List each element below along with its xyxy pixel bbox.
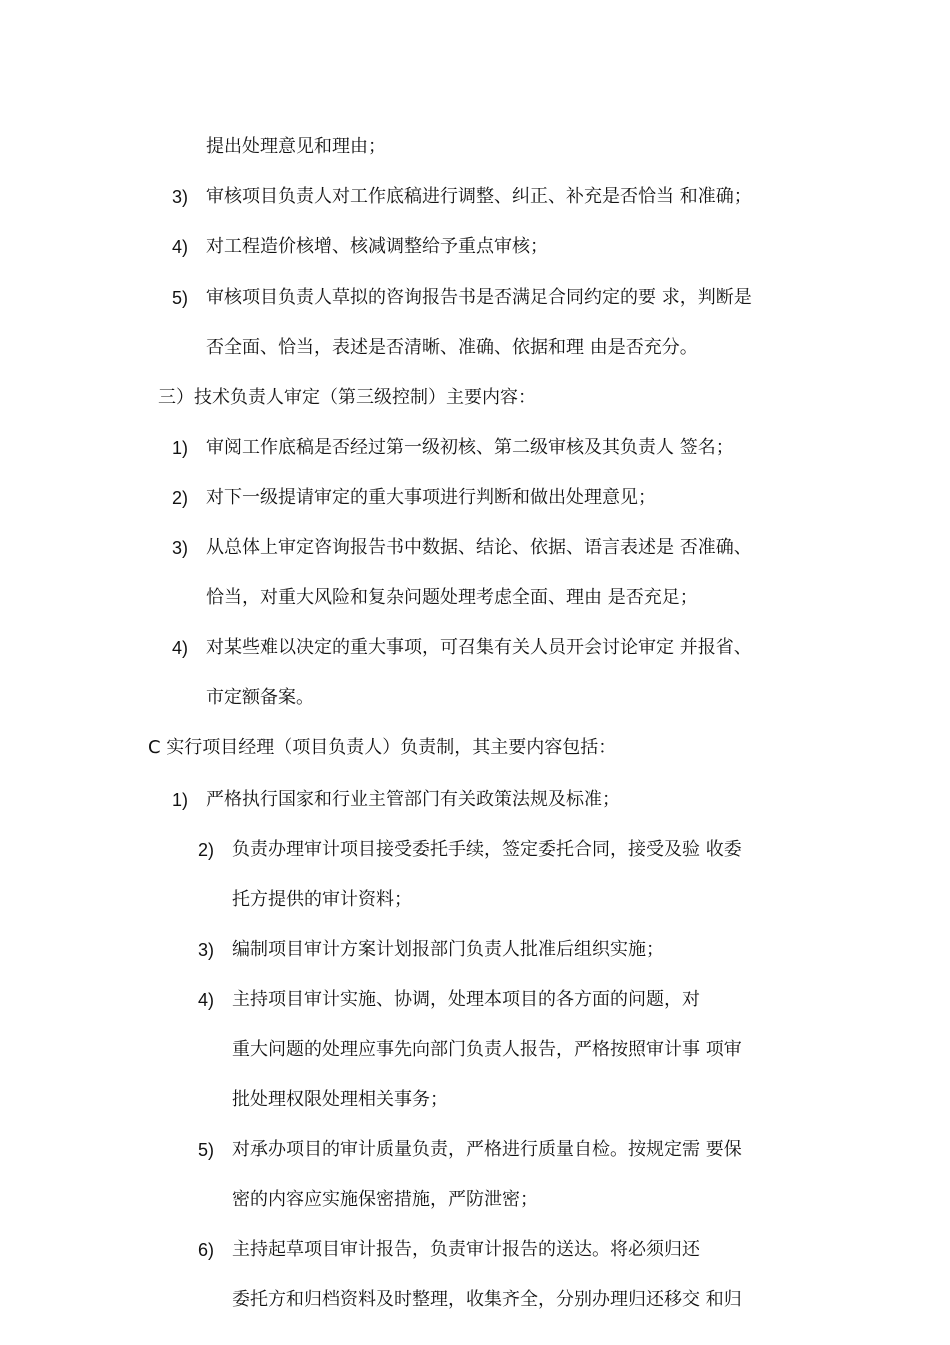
item-number: 5): [172, 288, 189, 308]
text-line: 委托方和归档资料及时整理，收集齐全，分别办理归还移交 和归: [232, 1289, 742, 1310]
item-number: 3): [172, 187, 189, 207]
text-line: 重大问题的处理应事先向部门负责人报告，严格按照审计事 项审: [232, 1039, 742, 1060]
item-number: 2): [172, 488, 189, 508]
text-line: 托方提供的审计资料；: [232, 889, 412, 910]
section-heading: 三）技术负责人审定（第三级控制）主要内容：: [158, 387, 536, 408]
text-line: 否全面、恰当，表述是否清晰、准确、依据和理 由是否充分。: [206, 337, 698, 358]
text-line: 批处理权限处理相关事务；: [232, 1089, 448, 1110]
text-line: 编制项目审计方案计划报部门负责人批准后组织实施；: [232, 939, 664, 960]
text-line: 严格执行国家和行业主管部门有关政策法规及标准；: [206, 789, 620, 810]
item-number: 1): [172, 438, 189, 458]
text-line: 恰当，对重大风险和复杂问题处理考虑全面、理由 是否充足；: [206, 587, 698, 608]
text-line: 对某些难以决定的重大事项，可召集有关人员开会讨论审定 并报省、: [206, 637, 752, 658]
text-line: 对工程造价核增、核减调整给予重点审核；: [206, 236, 548, 257]
text-line: 从总体上审定咨询报告书中数据、结论、依据、语言表述是 否准确、: [206, 537, 752, 558]
text-line: 对下一级提请审定的重大事项进行判断和做出处理意见；: [206, 487, 656, 508]
text-line: 审核项目负责人草拟的咨询报告书是否满足合同约定的要 求，判断是: [206, 287, 752, 308]
item-number: 4): [172, 237, 189, 257]
item-number: 4): [172, 638, 189, 658]
item-number: 1): [172, 790, 189, 810]
item-number: 5): [198, 1140, 215, 1160]
item-number: 3): [198, 940, 215, 960]
item-number: 6): [198, 1240, 215, 1260]
text-line: 审核项目负责人对工作底稿进行调整、纠正、补充是否恰当 和准确；: [206, 186, 752, 207]
section-heading: C 实行项目经理（项目负责人）负责制，其主要内容包括：: [148, 737, 617, 758]
item-number: 4): [198, 990, 215, 1010]
text-line: 提出处理意见和理由；: [206, 136, 386, 157]
text-line: 主持项目审计实施、协调，处理本项目的各方面的问题，对: [232, 989, 700, 1010]
item-number: 3): [172, 538, 189, 558]
text-line: 负责办理审计项目接受委托手续，签定委托合同，接受及验 收委: [232, 839, 742, 860]
item-number: 2): [198, 840, 215, 860]
text-line: 对承办项目的审计质量负责，严格进行质量自检。按规定需 要保: [232, 1139, 742, 1160]
text-line: 市定额备案。: [206, 687, 314, 708]
text-line: 主持起草项目审计报告，负责审计报告的送达。将必须归还: [232, 1239, 700, 1260]
text-line: 密的内容应实施保密措施，严防泄密；: [232, 1189, 538, 1210]
text-line: 审阅工作底稿是否经过第一级初核、第二级审核及其负责人 签名；: [206, 437, 734, 458]
